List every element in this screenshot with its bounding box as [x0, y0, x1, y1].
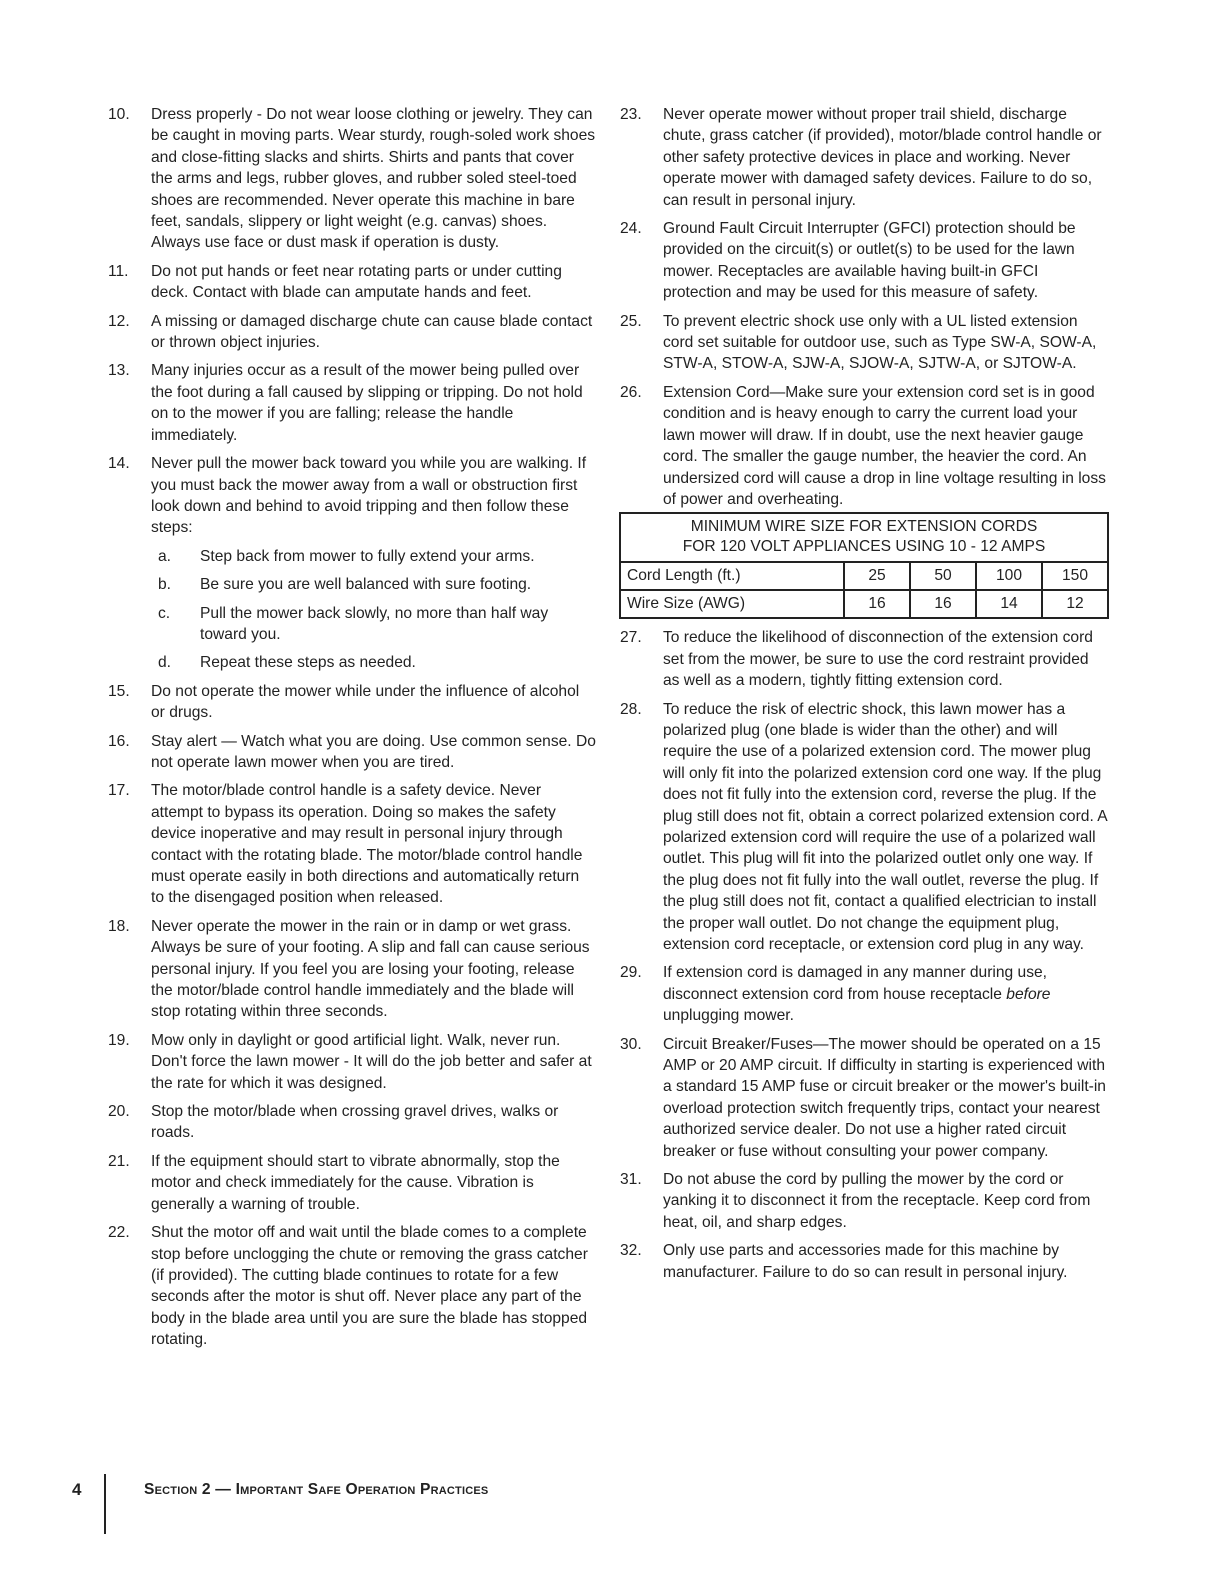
list-item: 15. Do not operate the mower while under the influence of alcohol or drugs.	[108, 682, 580, 722]
left-column	[108, 104, 596, 1358]
table-cell: 150	[1042, 562, 1108, 590]
row-label: Cord Length (ft.)	[620, 562, 844, 590]
row-label: Wire Size (AWG)	[620, 590, 844, 618]
table-cell: 16	[910, 590, 976, 618]
list-item: 25. To prevent electric shock use only with a UL listed extension cord set suitable for outdoor use, such as Type SW-A, SOW-A, STW-A, STOW-A, SJW-A, SJOW-A, SJTW-A, or SJTOW-A.	[620, 312, 1097, 373]
table-row	[620, 590, 1108, 618]
list-item: 17. The motor/blade control handle is a safety device. Never attempt to bypass its operation. Doing so makes the safety device inoperative and may result in personal injury through contact with the rotating blade. The motor/blade control handle must operate easily in both directions and automatically return to the disengaged position when released.	[108, 782, 583, 907]
sub-list-item: c. Pull the mower back slowly, no more than half way toward you.	[158, 604, 549, 643]
sub-list-item: d. Repeat these steps as needed.	[158, 654, 416, 672]
list-item: 19. Mow only in daylight or good artificial light. Walk, never run. Don't force the lawn mower - It will do the job better and safer at the rate for which it was designed.	[108, 1031, 592, 1092]
list-item: 31. Do not abuse the cord by pulling the mower by the cord or yanking it to disconnect it from the receptacle. Keep cord from heat, oil, and sharp edges.	[620, 1171, 1091, 1231]
list-item: 14. Never pull the mower back toward you while you are walking. If you must back the mower away from a wall or obstruction first look down and behind to avoid tripping and then follow these steps:	[108, 455, 587, 537]
list-item: 29. If extension cord is damaged in any manner during use, disconnect extension cord from house receptacle before unplugging mower.	[620, 964, 1051, 1025]
list-item: 20. Stop the motor/blade when crossing gravel drives, walks or roads.	[108, 1103, 559, 1142]
footer-divider	[104, 1474, 106, 1534]
list-item: 18. Never operate the mower in the rain or in damp or wet grass. Always be sure of your footing. A slip and fall can cause serious personal injury. If you feel you are losing your footing, release the motor/blade control handle immediately and the blade will stop rotating within three seconds.	[108, 917, 590, 1021]
table-title-line-1: MINIMUM WIRE SIZE FOR EXTENSION CORDS	[690, 518, 1038, 536]
list-item: 27. To reduce the likelihood of disconnection of the extension cord set from the mower, be sure to use the cord restraint provided as well as a modern, tightly fitting extension cord.	[620, 629, 1093, 690]
table-title	[620, 513, 1108, 562]
table-cell: 100	[976, 562, 1042, 590]
page-footer	[0, 1474, 1224, 1534]
wire-size-table	[619, 512, 1109, 619]
table-row	[620, 562, 1108, 590]
page-number: 4	[72, 1480, 82, 1499]
table-cell: 12	[1042, 590, 1108, 618]
list-item: 22. Shut the motor off and wait until the blade comes to a complete stop before unclogging the chute or removing the grass catcher (if provided). The cutting blade continues to rotate for a few seconds after the motor is shut off. Never place any part of the body in the blade area until you are sure the blade has stopped rotating.	[108, 1224, 588, 1349]
list-item: 13. Many injuries occur as a result of the mower being pulled over the foot during a fall caused by slipping or tripping. Do not hold on to the mower if you are falling; release the handle immediately.	[108, 362, 583, 444]
table-cell: 25	[844, 562, 910, 590]
table-cell: 16	[844, 590, 910, 618]
list-item: 32. Only use parts and accessories made for this machine by manufacturer. Failure to do so can result in personal injury.	[620, 1242, 1068, 1281]
right-column	[620, 104, 1108, 1290]
list-item: 21. If the equipment should start to vibrate abnormally, stop the motor and check immediately for the cause. Vibration is generally a warning of trouble.	[108, 1152, 560, 1213]
table-cell: 14	[976, 590, 1042, 618]
sub-list-item: b. Be sure you are well balanced with sure footing.	[158, 576, 532, 594]
table-title-line-2: FOR 120 VOLT APPLIANCES USING 10 - 12 AMPS	[682, 538, 1046, 556]
table-cell: 50	[910, 562, 976, 590]
sub-list-item: a. Step back from mower to fully extend your arms.	[158, 547, 535, 565]
section-title: Section 2 — Important Safe Operation Practices	[144, 1481, 489, 1498]
list-item: 23. Never operate mower without proper trail shield, discharge chute, grass catcher (if provided), motor/blade control handle or other safety protective devices in place and working. Never operate mower with damaged safety devices. Failure to do so, can result in personal injury.	[620, 106, 1102, 209]
list-item: 28. To reduce the risk of electric shock, this lawn mower has a polarized plug (one blade is wider than the other) and will require the use of a polarized extension cord. The mower plug will only fit into the polarized extension cord one way. If the plug does not fit fully into the extension cord, reverse the plug. If the plug still does not fit, obtain a correct polarized extension cord. A polarized extension cord will require the use of a polarized wall outlet. This plug will fit into the polarized outlet only one way. If the plug does not fit fully into the wall outlet, reverse the plug. If the plug still does not fit, contact a qualified electrician to install the proper wall outlet. Do not change the equipment plug, extension cord receptacle, or extension cord plug in any way.	[620, 700, 1107, 953]
list-item: 11. Do not put hands or feet near rotating parts or under cutting deck. Contact with blade can amputate hands and feet.	[108, 262, 562, 302]
list-item: 26. Extension Cord—Make sure your extension cord set is in good condition and is heavy enough to carry the current load your lawn mower will draw. If in doubt, use the next heavier gauge cord. The smaller the gauge number, the heavier the cord. An undersized cord will cause a drop in line voltage resulting in loss of power and overheating.	[620, 383, 1106, 508]
list-item: 30. Circuit Breaker/Fuses—The mower should be operated on a 15 AMP or 20 AMP circuit. If difficulty in starting is experienced with a standard 15 AMP fuse or circuit breaker or the mower's built-in overload protection switch frequently trips, contact your nearest authorized service dealer. Do not use a higher rated circuit breaker or fuse without consulting your power company.	[620, 1035, 1106, 1160]
list-item: 12. A missing or damaged discharge chute can cause blade contact or thrown object injuries.	[108, 312, 593, 352]
list-item: 24. Ground Fault Circuit Interrupter (GFCI) protection should be provided on the circuit(s) or outlet(s) to be used for the lawn mower. Receptacles are available having built-in GFCI protection and may be used for this measure of safety.	[620, 220, 1076, 302]
list-item: 16. Stay alert — Watch what you are doing. Use common sense. Do not operate lawn mower when you are tired.	[108, 732, 596, 771]
list-item: 10. Dress properly - Do not wear loose clothing or jewelry. They can be caught in moving parts. Wear sturdy, rough-soled work shoes and close-fitting slacks and shirts. Shirts and pants that cover the arms and legs, rubber gloves, and rubber soled steel-toed shoes are recommended. Never operate this machine in bare feet, sandals, slippery or light weight (e.g. canvas) shoes. Always use face or dust mask if operation is dusty.	[108, 106, 596, 252]
